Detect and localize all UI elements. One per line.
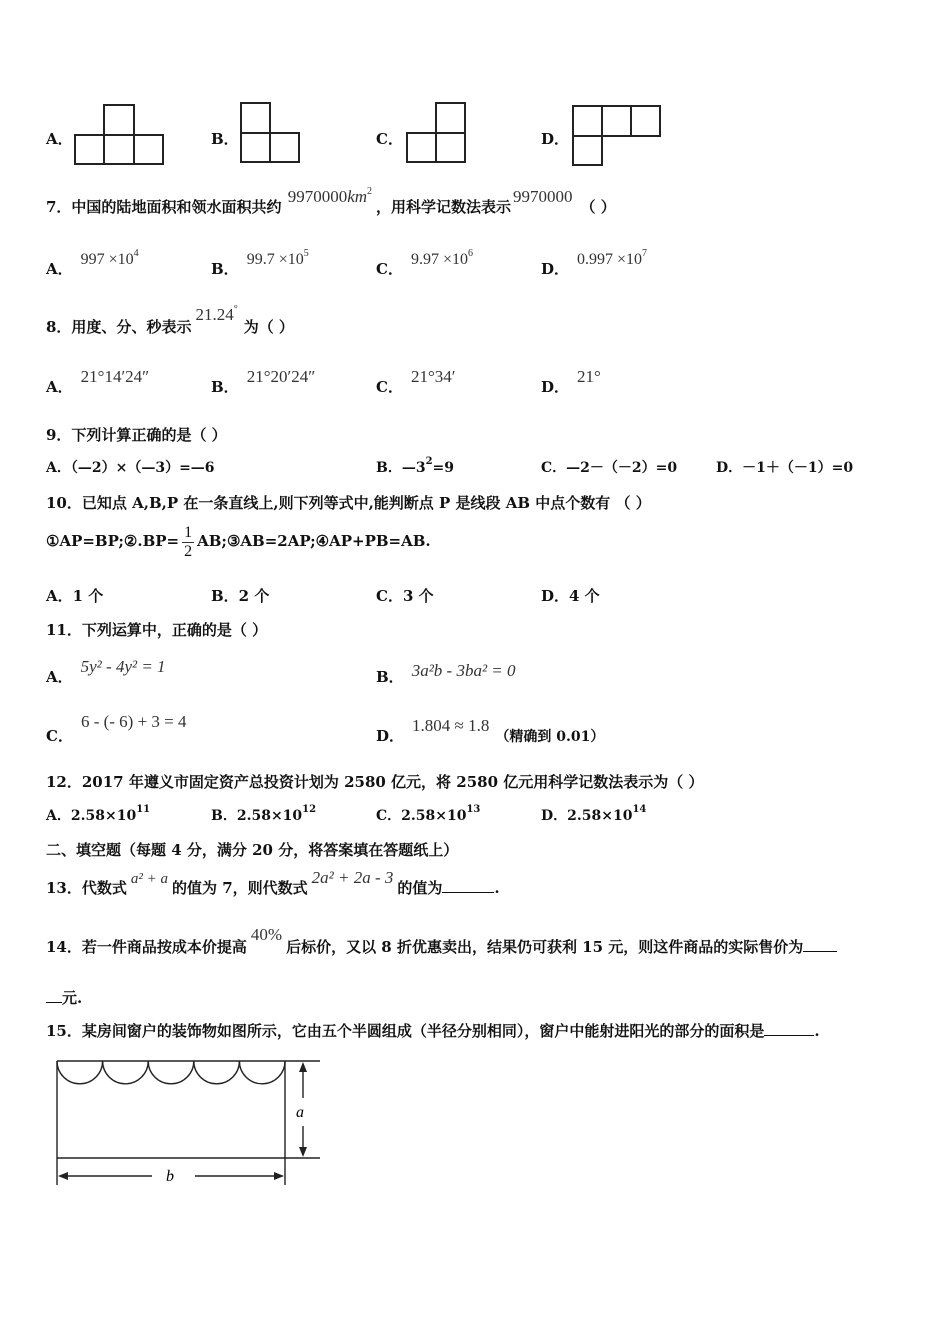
q8-option-d-letter: D． [541,378,570,396]
q12-option-d-letter: D． [541,808,568,824]
q11-option-c-letter: C． [46,727,73,745]
q11-option-d-note: （精确到 0.01） [495,729,605,745]
q11-option-d-expr: 1.804 ≈ 1.8 [412,716,490,735]
q13-stem [46,868,500,898]
section2-title: 二、填空题（每题 4 分，满分 20 分，将答案填在答题纸上） [46,841,459,859]
q6-option-b-letter: B． [211,130,239,148]
q6-option-c-letter: C． [376,130,403,148]
q9-option-b-pre: B．—3 [376,460,426,476]
q12-stem: 12．2017 年遵义市固定资产总投资计划为 2580 亿元，将 2580 亿元用科学记数法表示为（ ） [46,773,704,791]
q10-fraction [182,524,194,560]
q10-option-a: A．1 个 [46,587,104,605]
q8-option-c-letter: C． [376,378,403,396]
q12-option-c-exp: 13 [466,804,481,815]
q15-end: . [814,1022,820,1040]
q12-option-d [541,805,646,825]
figure-label-a: a [296,1104,304,1121]
q12-option-c-letter: C． [376,808,402,824]
q8-option-a [46,367,150,397]
q10-conditions [46,524,431,560]
q12-option-b-letter: B． [211,808,237,824]
q8-stem-post: 为（ ） [243,318,294,336]
q11-stem: 11．下列运算中，正确的是（ ） [46,621,268,639]
q7-stem-mid: ，用科学记数法表示 [376,198,512,216]
q10-stem: 10．已知点 A,B,P 在一条直线上,则下列等式中,能判断点 P 是线段 AB 中点个数有 （ ） [46,494,651,512]
q13-post: 的值为 [397,879,443,897]
q11-option-c-expr: 6 - (- 6) + 3 = 4 [80,712,187,731]
q9-option-b-exp: 2 [425,456,433,467]
q13-end: . [494,879,500,897]
q9-option-d: D．－1＋（－1）=0 [716,460,854,476]
q14-line2-end: 元. [62,989,83,1007]
q8-option-a-value: 21°14′24″ [80,367,150,386]
q8-option-b-value: 21°20′24″ [246,367,316,386]
q7-option-d-base: 0.997 ×10 [577,251,643,268]
q12-option-b-exp: 12 [302,804,317,815]
q12-option-b-base: 2.58×10 [236,808,303,824]
q12-option-a-base: 2.58×10 [70,808,137,824]
q10-frac-num: 1 [184,524,193,541]
q7-option-c-exp: 6 [467,248,473,259]
q14-pre: 14．若一件商品按成本价提高 [46,938,247,956]
q9-stem: 9．下列计算正确的是（ ） [46,426,227,444]
q13-expr1: a² + a [130,871,168,887]
q7-option-d-letter: D． [541,260,570,278]
q7-option-d-exp: 7 [642,248,648,259]
q7-expr1-exp: 2 [367,186,373,197]
two-squares-bottom-one-top-left-icon [240,102,302,164]
q6-option-a-letter: A． [46,130,73,148]
window-decoration-figure [40,1050,340,1195]
q12-option-b [211,805,316,825]
q14-post: 后标价，又以 8 折优惠卖出，结果仍可获利 15 元，则这件商品的实际售价为 [286,938,804,956]
q6-option-d-letter: D． [541,130,570,148]
q7-option-c-base: 9.97 ×10 [410,251,468,268]
q10-frac-den: 2 [184,542,193,560]
three-squares-bottom-one-top-middle-icon [74,104,166,166]
q11-option-b [376,661,516,687]
q13-mid: 的值为 7，则代数式 [172,879,308,897]
q11-option-a [46,657,166,687]
q10-option-c: C．3 个 [376,587,434,605]
q14-line2 [46,987,82,1008]
q11-option-d [376,716,605,746]
q15-answer-blank[interactable] [764,1035,814,1036]
q14-answer-blank-2[interactable] [46,1002,62,1003]
q7-option-b-exp: 5 [303,248,309,259]
q10-option-d: D．4 个 [541,587,600,605]
q8-stem-pre: 8．用度、分、秒表示 [46,318,192,336]
q14-stem [46,925,837,957]
q15-stem-text: 15．某房间窗户的装饰物如图所示，它由五个半圆组成（半径分别相同），窗户中能射进阳光的部分的面积是 [46,1022,765,1040]
q13-expr2: 2a² + 2a - 3 [311,868,394,887]
q10-cond-post: AB;③AB=2AP;④AP+PB=AB. [197,532,431,551]
q9-option-b-post: =9 [432,460,455,476]
q7-option-b [211,248,309,279]
q9-option-b [376,457,454,477]
q8-deg: ° [233,304,238,315]
q8-option-b [211,367,316,397]
q12-option-c-base: 2.58×10 [401,808,467,824]
q12-option-c [376,805,480,825]
q7-option-a [46,248,139,279]
q7-option-a-letter: A． [46,260,73,278]
three-squares-top-one-bottom-left-icon [572,105,664,167]
q8-option-b-letter: B． [211,378,239,396]
q7-stem [46,186,616,217]
q8-option-d-value: 21° [577,367,601,386]
q8-stem [46,304,294,337]
q11-option-a-expr: 5y² - 4y² = 1 [80,657,166,676]
q10-option-b: B．2 个 [211,587,270,605]
q11-option-a-letter: A． [46,668,73,686]
q9-option-c: C．—2－（－2）=0 [541,460,678,476]
q11-option-b-letter: B． [376,668,404,686]
q12-option-d-base: 2.58×10 [567,808,633,824]
q8-option-a-letter: A． [46,378,73,396]
q13-pre: 13．代数式 [46,879,127,897]
q7-paren: （ ） [580,198,616,216]
q8-option-c-value: 21°34′ [410,367,456,386]
q7-expr1-unit: km [347,187,368,206]
q7-option-b-base: 99.7 ×10 [246,251,304,268]
q7-option-d [541,248,648,279]
q14-answer-blank-1[interactable] [803,951,837,952]
q11-option-d-letter: D． [376,727,405,745]
q11-option-b-expr: 3a²b - 3ba² = 0 [411,661,516,680]
q7-option-c-letter: C． [376,260,403,278]
q14-pct: 40% [250,925,283,944]
q7-option-b-letter: B． [211,260,239,278]
q8-expr: 21.24 [195,305,234,324]
q11-option-c [46,712,187,746]
q12-option-d-exp: 14 [632,804,647,815]
q12-option-a-exp: 11 [136,804,151,815]
q7-option-a-exp: 4 [133,248,139,259]
q7-option-c [376,248,473,279]
two-squares-bottom-one-top-right-icon [406,102,468,164]
q7-stem-pre: 7．中国的陆地面积和领水面积共约 [46,198,282,216]
q9-option-a: A．（—2）×（—3）=—6 [46,460,215,476]
q15-stem [46,1020,820,1041]
q12-option-a-letter: A． [46,808,71,824]
q8-option-d [541,367,601,397]
q12-option-a [46,805,150,825]
q8-option-c [376,367,456,397]
figure-label-b: b [166,1168,174,1185]
q7-option-a-base: 997 ×10 [80,251,134,268]
q7-expr1-num: 9970000 [287,187,348,206]
q7-expr2: 9970000 [513,187,573,206]
q13-answer-blank[interactable] [442,892,494,893]
q10-cond-pre: ①AP=BP;②.BP= [46,532,180,551]
